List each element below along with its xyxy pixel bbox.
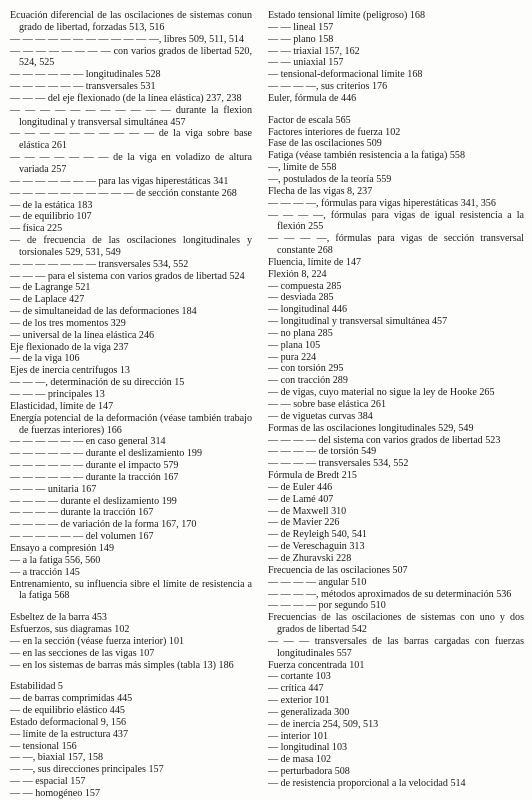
index-entry: — de masa 102 xyxy=(268,754,332,766)
index-entry: — — — — por segundo 510 xyxy=(268,600,386,612)
index-entry: — longitudinal 103 xyxy=(268,742,348,754)
index-entry: — cortante 103 xyxy=(268,671,331,683)
index-entry: Esbeltez de la barra 453 xyxy=(10,612,107,624)
index-entry: — perturbadora 508 xyxy=(268,766,350,778)
index-entry: Estado tensional límite (peligroso) 168 xyxy=(268,10,425,21)
index-entry: Factor de escala 565 xyxy=(268,114,351,126)
index-entry: — de equilibrio 107 xyxy=(10,211,92,223)
index-entry: — — — — — — longitudinales 528 xyxy=(10,69,161,81)
index-entry: — — — transversales de las barras cargadas con fuerzas longitudinales 557 xyxy=(268,635,524,659)
index-entry: — — — unitaria 167 xyxy=(10,483,97,495)
index-entry: Energía potencial de la deformación (véase también trabajo de fuerzas interiores) 166 xyxy=(10,412,252,436)
index-entry: — límite de la estructura 437 xyxy=(10,728,129,740)
index-entry: — — — — — — durante el deslizamiento 199 xyxy=(10,448,203,460)
index-entry: —, límite de 558 xyxy=(268,162,337,174)
index-entry: — — — — — — transversales 531 xyxy=(10,81,156,93)
index-entry: — en los sistemas de barras más simples (tabla 13) 186 xyxy=(10,659,234,671)
index-entry: — — — — durante el deslizamiento 199 xyxy=(10,495,177,507)
index-entry: — — — — — — — para las vigas hiperestáticas 341 xyxy=(10,175,229,187)
index-entry: Fatiga (véase también resistencia a la fatiga) 558 xyxy=(268,150,466,162)
index-entry: Ensayo a compresión 149 xyxy=(10,542,114,554)
index-entry: Euler, fórmula de 446 xyxy=(268,92,357,104)
section-gap xyxy=(268,105,524,115)
index-entry: — pura 224 xyxy=(268,351,317,363)
index-entry: — de equilibrio elástico 445 xyxy=(10,705,125,717)
index-entry: — no plana 285 xyxy=(268,327,333,339)
index-entry: Flexión 8, 224 xyxy=(268,268,327,280)
index-entry: — — —, determinación de su dirección 15 xyxy=(10,377,185,389)
index-entry: — de vigas, cuyo material no sigue la ley de Hooke 265 xyxy=(268,387,495,399)
index-entry: — de la viga 106 xyxy=(10,353,80,365)
index-entry: — —, biaxial 157, 158 xyxy=(10,752,104,764)
index-entry: — — — — — — — — — — — durante la flexion longitudinal y transversal simultánea 457 xyxy=(10,104,252,128)
index-entry: — de resistencia proporcional a la velocidad 514 xyxy=(268,778,466,789)
index-entry: — — — — — — del volumen 167 xyxy=(10,531,154,543)
index-entry: — en la sección (véase fuerza interior) 101 xyxy=(10,635,185,647)
index-entry: — — — —, métodos aproximados de su determinación 536 xyxy=(268,588,512,600)
index-entry: — — — — del sistema con varios grados de libertad 523 xyxy=(268,434,501,446)
index-entry: — de viguetas curvas 384 xyxy=(268,410,373,422)
index-entry: — de Reyleigh 540, 541 xyxy=(268,529,367,541)
index-entry: — — plano 158 xyxy=(268,33,334,45)
index-entry: Formas de las oscilaciones longitudinales 529, 549 xyxy=(268,422,474,434)
index-entry: — — — — — — durante la tracción 167 xyxy=(10,471,179,483)
index-entry: — longitudinal y transversal simultánea 457 xyxy=(268,316,448,328)
section-gap xyxy=(10,671,252,681)
index-entry: Fluencia, límite de 147 xyxy=(268,256,362,268)
index-entry: — — — — — — — — con varios grados de libertad 520, 524, 525 xyxy=(10,45,252,69)
index-entry: — — — — — — — — — — de la viga sobre base elástica 261 xyxy=(10,128,252,152)
index-entry: — — — — de torsión 549 xyxy=(268,446,377,458)
index-entry: — — sobre base elástica 261 xyxy=(268,399,387,410)
index-entry: — — — —, fórmulas para vigas de igual resistencia a la flexión 255 xyxy=(268,209,524,233)
index-entry: — de Lamé 407 xyxy=(268,493,334,505)
index-entry: — de simultaneidad de las deformaciones 184 xyxy=(10,306,197,318)
index-entry: — — — del eje flexionado (de la línea elástica) 237, 238 xyxy=(10,92,242,104)
index-entry: — a tracción 145 xyxy=(10,566,80,578)
index-entry: Eje flexionado de la viga 237 xyxy=(10,341,129,353)
index-entry: Entrenamiento, su influencia sibre el límite de resistencia a la fatiga 568 xyxy=(10,578,252,602)
index-entry: — — — — — — durante el impacto 579 xyxy=(10,460,179,472)
index-entry: — de barras comprimidas 445 xyxy=(10,693,133,705)
index-entry: — tensional 156 xyxy=(10,740,77,752)
index-entry: — — — — durante la tracción 167 xyxy=(10,507,154,519)
index-entry: — generalizada 300 xyxy=(268,706,350,718)
index-entry: Estado deformacional 9, 156 xyxy=(10,716,127,728)
index-entry: — — — — — — — transversales 534, 552 xyxy=(10,258,189,270)
index-entry: — — uniaxial 157 xyxy=(268,57,344,69)
index-entry: — longitudinal 446 xyxy=(268,304,348,316)
index-entry: Estabilidad 5 xyxy=(10,681,63,693)
index-entry: — — espacial 157 xyxy=(10,776,86,788)
index-entry: — — — principales 13 xyxy=(10,389,105,400)
index-entry: — — — para el sistema con varios grados de libertad 524 xyxy=(10,270,245,282)
index-entry: Fórmula de Bredt 215 xyxy=(268,470,357,482)
index-entry: — — — — angular 510 xyxy=(268,576,367,588)
index-entry: — — — — — — — de la viga en voladizo de altura variada 257 xyxy=(10,152,252,175)
index-entry: — interior 101 xyxy=(268,730,328,742)
index-entry: — de Vereschaguin 313 xyxy=(268,541,365,553)
index-entry: — con tracción 289 xyxy=(268,375,348,387)
index-entry: — tensional-deformacional límite 168 xyxy=(268,69,423,81)
index-column-right xyxy=(268,10,524,790)
index-entry: — compuesta 285 xyxy=(268,280,342,292)
index-entry: — — — — de variación de la forma 167, 170 xyxy=(10,519,197,531)
index-entry: Elasticidad, límite de 147 xyxy=(10,400,114,412)
index-column-left xyxy=(10,10,252,800)
index-entry: — — lineal 157 xyxy=(268,21,334,33)
index-entry: — de inercia 254, 509, 513 xyxy=(268,718,379,730)
index-entry: — universal de la línea elástica 246 xyxy=(10,329,155,341)
index-entry: — exterior 101 xyxy=(268,695,330,707)
index-entry: — en las secciones de las vigas 107 xyxy=(10,647,155,659)
index-entry: — — — —, sus criterios 176 xyxy=(268,81,388,93)
index-entry: — plana 105 xyxy=(268,339,321,351)
index-entry: —, postulados de la teoría 559 xyxy=(268,173,392,185)
index-entry: — física 225 xyxy=(10,223,63,235)
index-entry: — — — — — — — — — — de sección constante 268 xyxy=(10,187,237,199)
index-entry: — — — — — — en caso general 314 xyxy=(10,436,166,448)
index-entry: — con torsión 295 xyxy=(268,363,344,375)
index-entry: — de los tres momentos 329 xyxy=(10,317,126,329)
index-entry: — de Euler 446 xyxy=(268,481,333,493)
section-gap xyxy=(10,602,252,612)
index-entry: — — homogéneo 157 xyxy=(10,788,100,799)
index-entry: — de Maxwell 310 xyxy=(268,505,347,517)
index-entry: — desviada 285 xyxy=(268,292,334,304)
index-entry: Frecuencias de las oscilaciones de sistemas con uno y dos grados de libertad 542 xyxy=(268,612,524,636)
index-entry: Ejes de inercia centrífugos 13 xyxy=(10,365,130,377)
index-entry: — — — — transversales 534, 552 xyxy=(268,458,409,470)
index-entry: — —, sus direcciones principales 157 xyxy=(10,764,164,776)
index-entry: Ecuación diferencial de las oscilaciones de sistemas conun grado de libertad, forzadas 513, 516 xyxy=(10,10,252,33)
index-entry: — de frecuencia de las oscilaciones longitudinales y torsionales 529, 531, 549 xyxy=(10,235,252,258)
index-entry: Esfuerzos, sus diagramas 102 xyxy=(10,624,130,636)
index-entry: Fuerza concentrada 101 xyxy=(268,659,365,671)
index-entry: — de Zhuravski 228 xyxy=(268,552,352,564)
index-entry: — de Laplace 427 xyxy=(10,294,85,306)
index-entry: — de Lagrange 521 xyxy=(10,282,91,294)
index-entry: — — — — — — — — — — — —, libres 509, 511, 514 xyxy=(10,33,245,45)
index-entry: Frecuencia de las oscilaciones 507 xyxy=(268,564,408,576)
index-entry: — a la fatiga 556, 560 xyxy=(10,554,101,566)
index-entry: — — triaxial 157, 162 xyxy=(268,45,360,57)
index-entry: Flecha de las vigas 8, 237 xyxy=(268,185,373,197)
index-entry: Fase de las oscilaciones 509 xyxy=(268,138,382,150)
index-entry: — — — —, fórmulas para vigas hiperestáticas 341, 356 xyxy=(268,197,496,209)
index-entry: — — — —, fórmulas para vigas de sección transversal constante 268 xyxy=(268,233,524,257)
index-entry: — crítica 447 xyxy=(268,683,324,695)
index-entry: — de Mavier 226 xyxy=(268,517,340,529)
index-entry: Factores interiores de fuerza 102 xyxy=(268,126,401,138)
index-entry: — de la estática 183 xyxy=(10,199,93,211)
